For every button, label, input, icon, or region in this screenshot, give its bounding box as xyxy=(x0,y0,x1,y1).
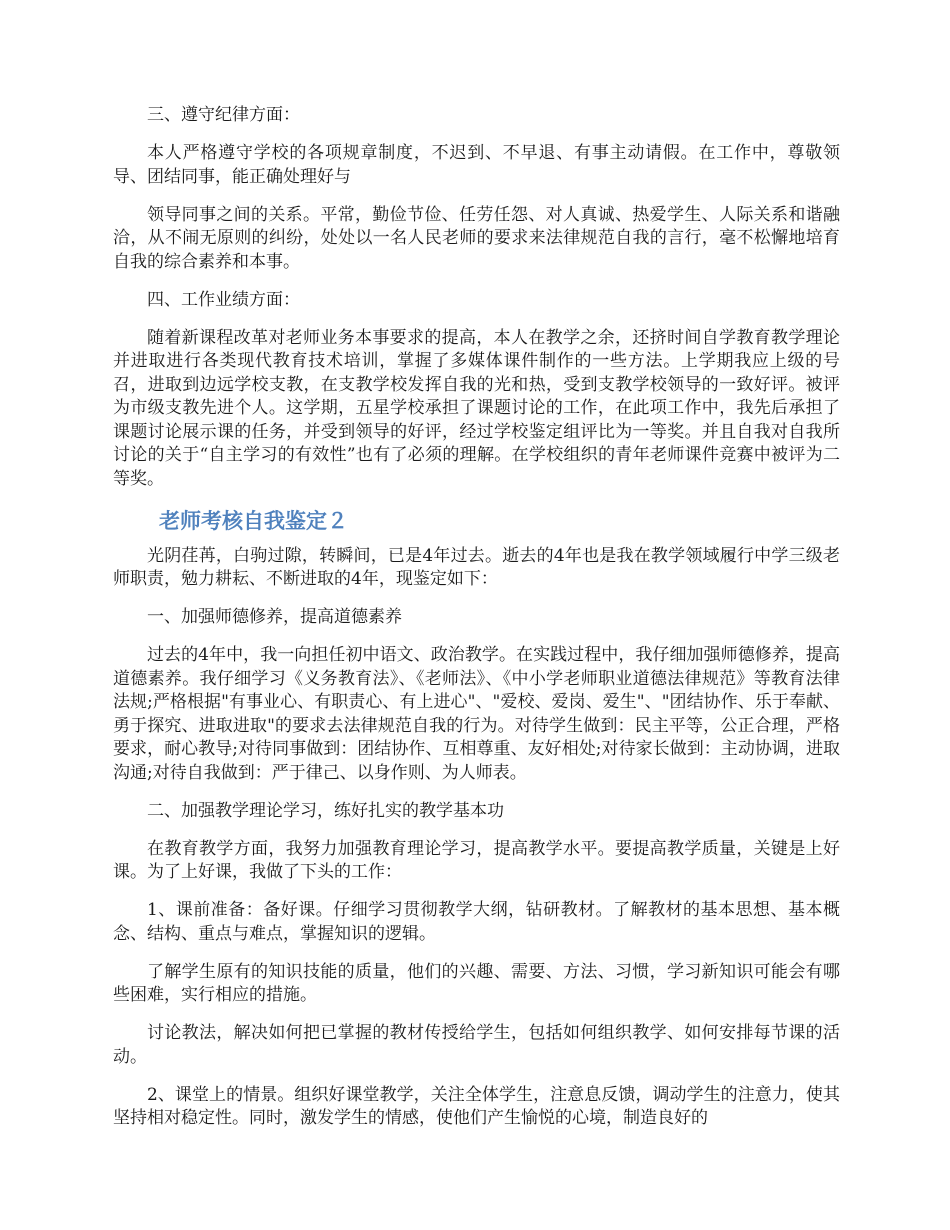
section-heading-ethics: 一、加强师德修养，提高道德素养 xyxy=(147,607,402,627)
paragraph: 本人严格遵守学校的各项规章制度，不迟到、不早退、有事主动请假。在工作中，尊敬领导、团结同事，能正确处理好与 xyxy=(113,143,840,187)
document-page xyxy=(113,104,840,1145)
paragraph: 领导同事之间的关系。平常，勤俭节俭、任劳任怨、对人真诚、热爱学生、人际关系和谐融洽，从不闹无原则的纠纷，处处以一名人民老师的要求来法律规范自我的言行，毫不松懈地培育自我的综合素养和本事。 xyxy=(113,204,840,272)
paragraph: 1、课前准备：备好课。仔细学习贯彻教学大纲，钻研教材。了解教材的基本思想、基本概念、结构、重点与难点，掌握知识的逻辑。 xyxy=(113,900,840,944)
paragraph: 在教育教学方面，我努力加强教育理论学习，提高教学水平。要提高教学质量，关键是上好课。为了上好课，我做了下头的工作： xyxy=(113,838,840,882)
paragraph: 2、课堂上的情景。组织好课堂教学，关注全体学生，注意息反馈，调动学生的注意力，使其坚持相对稳定性。同时，激发学生的情感，使他们产生愉悦的心境，制造良好的 xyxy=(113,1084,840,1128)
paragraph: 讨论教法，解决如何把已掌握的教材传授给学生，包括如何组织教学、如何安排每节课的活动。 xyxy=(113,1023,840,1067)
paragraph: 了解学生原有的知识技能的质量，他们的兴趣、需要、方法、习惯，学习新知识可能会有哪些困难，实行相应的措施。 xyxy=(113,961,840,1005)
paragraph: 随着新课程改革对老师业务本事要求的提高，本人在教学之余，还挤时间自学教育教学理论并进取进行各类现代教育技术培训，掌握了多媒体课件制作的一些方法。上学期我应上级的号召，进取到边远学校支教，在支教学校发挥自我的光和热，受到支教学校领导的一致好评。被评为市级支教先进个人。这学期，五星学校承担了课题讨论的工作，在此项工作中，我先后承担了课题讨论展示课的任务，并受到领导的好评，经过学校鉴定组评比为一等奖。并且自我对自我所讨论的关于“自主学习的有效性”也有了必须的理解。在学校组织的青年老师课件竞赛中被评为二等奖。 xyxy=(113,327,840,489)
section-heading-theory: 二、加强教学理论学习，练好扎实的教学基本功 xyxy=(147,800,504,821)
section-heading-discipline: 三、遵守纪律方面： xyxy=(147,105,300,125)
paragraph: 光阴荏苒，白驹过隙，转瞬间，已是4年过去。逝去的4年也是我在教学领域履行中学三级老师职责，勉力耕耘、不断进取的4年，现鉴定如下： xyxy=(113,545,840,589)
paragraph: 过去的4年中，我一向担任初中语文、政治教学。在实践过程中，我仔细加强师德修养，提高道德素养。我仔细学习《义务教育法》、《老师法》、《中小学老师职业道德法律规范》等教育法律法规;严格根据"有事业心、有职责心、有上进心"、"爱校、爱岗、爱生"、"团结协作、乐于奉献、勇于探究、进取进取"的要求去法律规范自我的行为。对待学生做到：民主平等，公正合理，严格要求，耐心教导;对待同事做到：团结协作、互相尊重、友好相处;对待家长做到：主动协调，进取沟通;对待自我做到：严于律己、以身作则、为人师表。 xyxy=(113,645,841,783)
section-heading-achievements: 四、工作业绩方面： xyxy=(147,289,300,310)
document-heading: 老师考核自我鉴定２ xyxy=(159,508,348,533)
